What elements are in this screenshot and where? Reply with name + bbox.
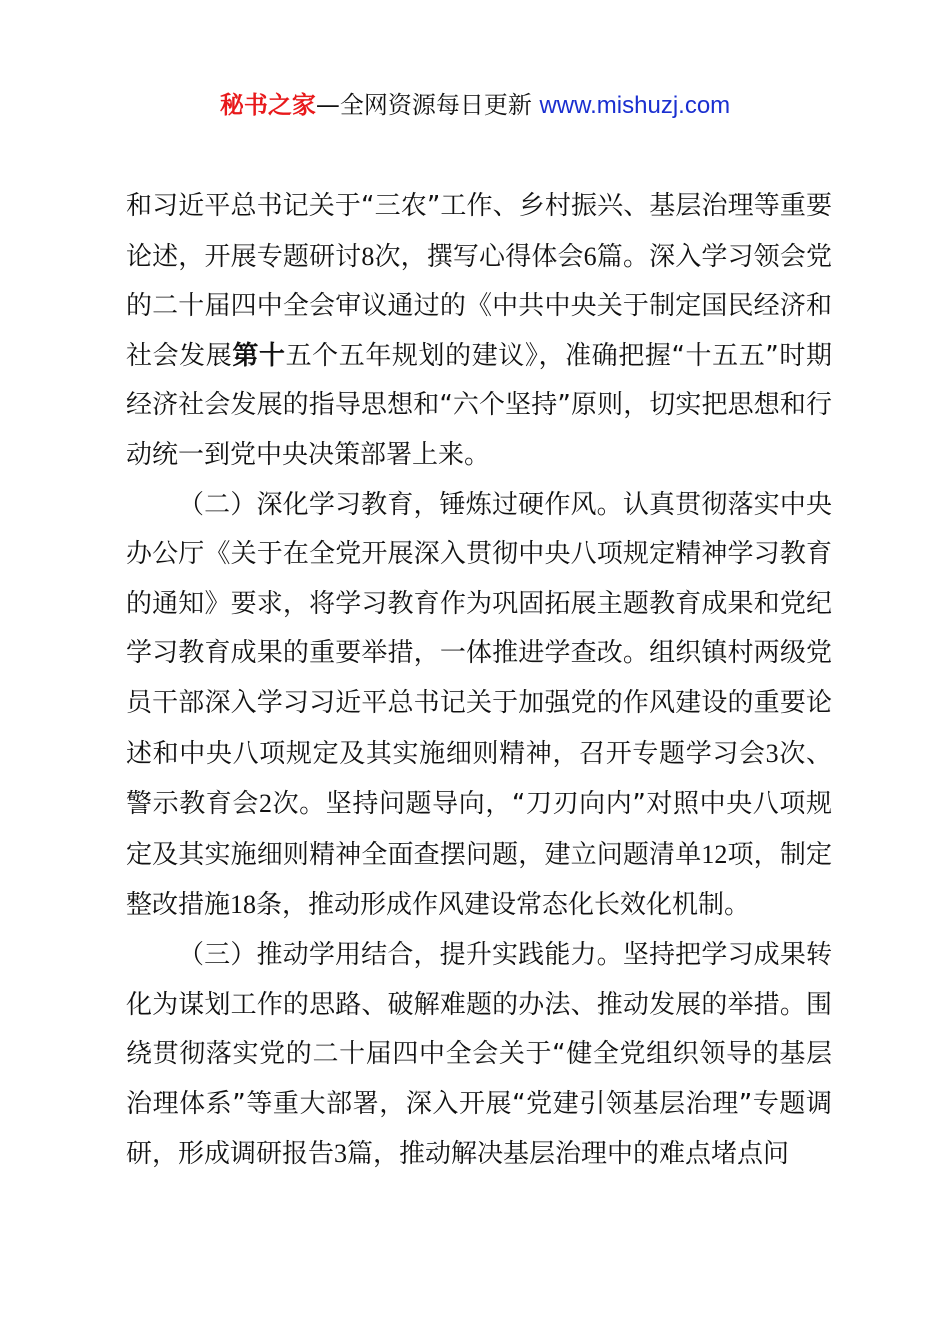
number-warning-meetings: 2 [258, 789, 272, 819]
number-seminars: 8 [361, 241, 375, 271]
site-url-link[interactable]: www.mishuzj.com [539, 92, 731, 119]
text-segment: 项，制定整改措施 [126, 839, 832, 921]
text-segment: （三）推动学用结合，提升实践能力。坚持把学习成果转化为谋划工作的思路、破解难题的办法、推动发展的举措。围绕贯彻落实党的二十届四中全会关于“健全党组织领导的基层治理体系”等重大部署，深入开展“党建引领基层治理”专题调研，形成调研报告 [126, 939, 832, 1170]
text-segment: （二）深化学习教育，锤炼过硬作风。认真贯彻落实中央办公厅《关于在全党开展深入贯彻中央八项规定精神学习教育的通知》要求，将学习教育作为巩固拓展主题教育成果和党纪学习教育成果的重要举措，一体推进学查改。组织镇村两级党员干部深入学习习近平总书记关于加强党的作风建设的重要论述和中央八项规定及其实施细则精神，召开专题学习会 [126, 489, 832, 769]
header-slogan: —全网资源每日更新 [315, 91, 540, 119]
paragraph-section-three [126, 931, 832, 1180]
number-study-meetings: 3 [765, 738, 779, 768]
document-body [126, 182, 832, 1180]
text-segment: 次，撰写心得体会 [374, 241, 584, 272]
number-issue-list: 12 [701, 839, 728, 869]
paragraph-section-two [126, 481, 832, 931]
text-segment: 次。坚持问题导向，“刀刃向内”对照中央八项规定及其实施细则精神全面查摆问题，建立问题清单 [126, 789, 832, 870]
text-segment: 五个五年规划的建议》，准确把握“十五五”时期经济社会发展的指导思想和“六个坚持”原则，切实把思想和行动统一到党中央决策部署上来。 [126, 340, 832, 470]
text-segment: 篇。深入学习领会党的二十届四中全会审议通过的《中共中央关于制定国民经济和社会发展 [126, 241, 832, 371]
text-segment: 和习近平总书记关于“三农”工作、乡村振兴、基层治理等重要论述，开展专题研讨 [126, 191, 832, 272]
brand-name: 秘书之家 [219, 91, 316, 119]
bold-emphasis: 第十 [232, 340, 286, 371]
text-segment: 篇，推动解决基层治理中的难点堵点问 [347, 1139, 790, 1170]
number-rectification-measures: 18 [230, 890, 257, 920]
site-header [0, 86, 950, 125]
text-segment: 条，推动形成作风建设常态化长效化机制。 [256, 890, 751, 921]
text-segment: 次、警示教育会 [126, 738, 832, 820]
paragraph-study-continuation [126, 182, 832, 481]
number-research-reports: 3 [334, 1139, 348, 1169]
number-essays: 6 [583, 241, 597, 271]
